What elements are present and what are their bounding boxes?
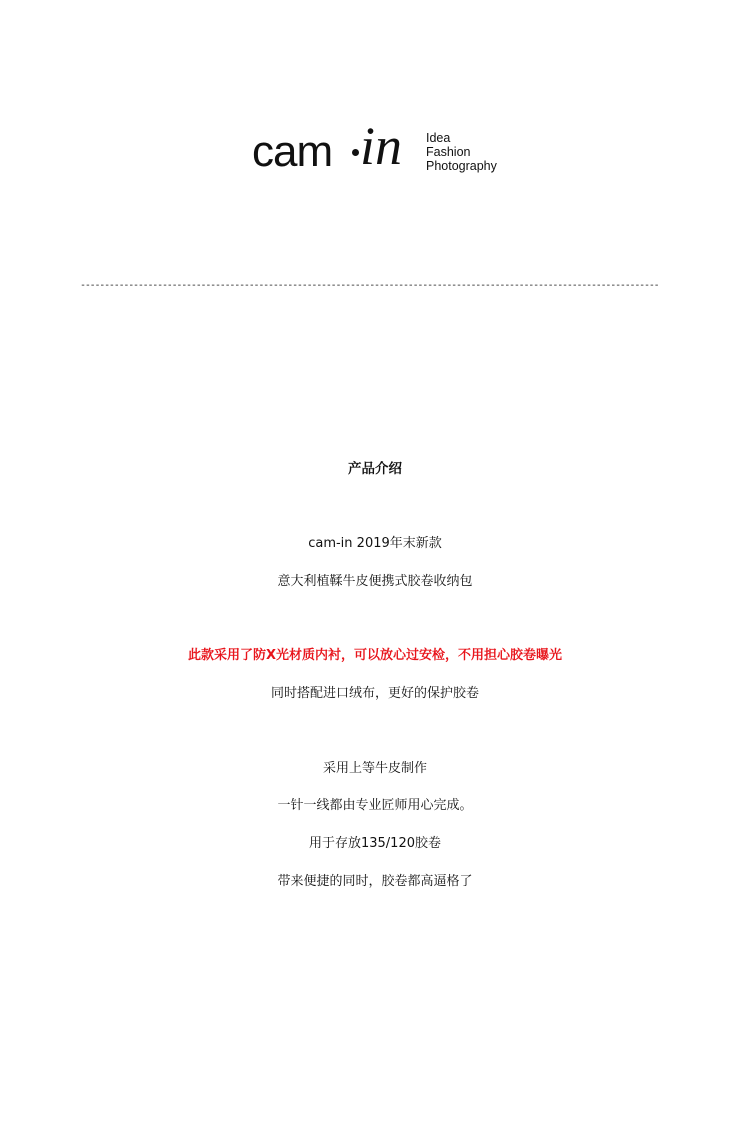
product-line-velvet: 同时搭配进口绒布，更好的保护胶卷 <box>270 686 479 701</box>
logo-wordmark-in: in <box>360 116 403 176</box>
product-line-leather: 采用上等牛皮制作 <box>322 761 427 776</box>
product-line-craftsman: 一针一线都由专业匠师用心完成。 <box>277 798 473 813</box>
product-line-model: cam-in 2019年末新款 <box>308 536 442 551</box>
logo-tagline <box>426 131 497 173</box>
product-line-film-size: 用于存放135/120胶卷 <box>308 836 441 851</box>
product-line-convenience: 带来便捷的同时，胶卷都高逼格了 <box>277 874 473 889</box>
logo-tagline-photography: Photography <box>426 159 497 173</box>
logo-tagline-fashion: Fashion <box>426 145 471 159</box>
highlight-xray-lining: 此款采用了防X光材质内衬，可以放心过安检，不用担心胶卷曝光 <box>187 648 563 663</box>
product-line-name: 意大利植鞣牛皮便携式胶卷收纳包 <box>277 574 473 589</box>
logo-dot <box>352 149 359 156</box>
section-heading: 产品介绍 <box>348 461 402 477</box>
brand-logo <box>252 116 512 178</box>
dashed-divider: ------------------------------------------------------------------------------------------------------------------------ <box>80 280 659 291</box>
logo-tagline-idea: Idea <box>426 131 451 145</box>
logo-wordmark-cam: cam <box>252 127 333 176</box>
